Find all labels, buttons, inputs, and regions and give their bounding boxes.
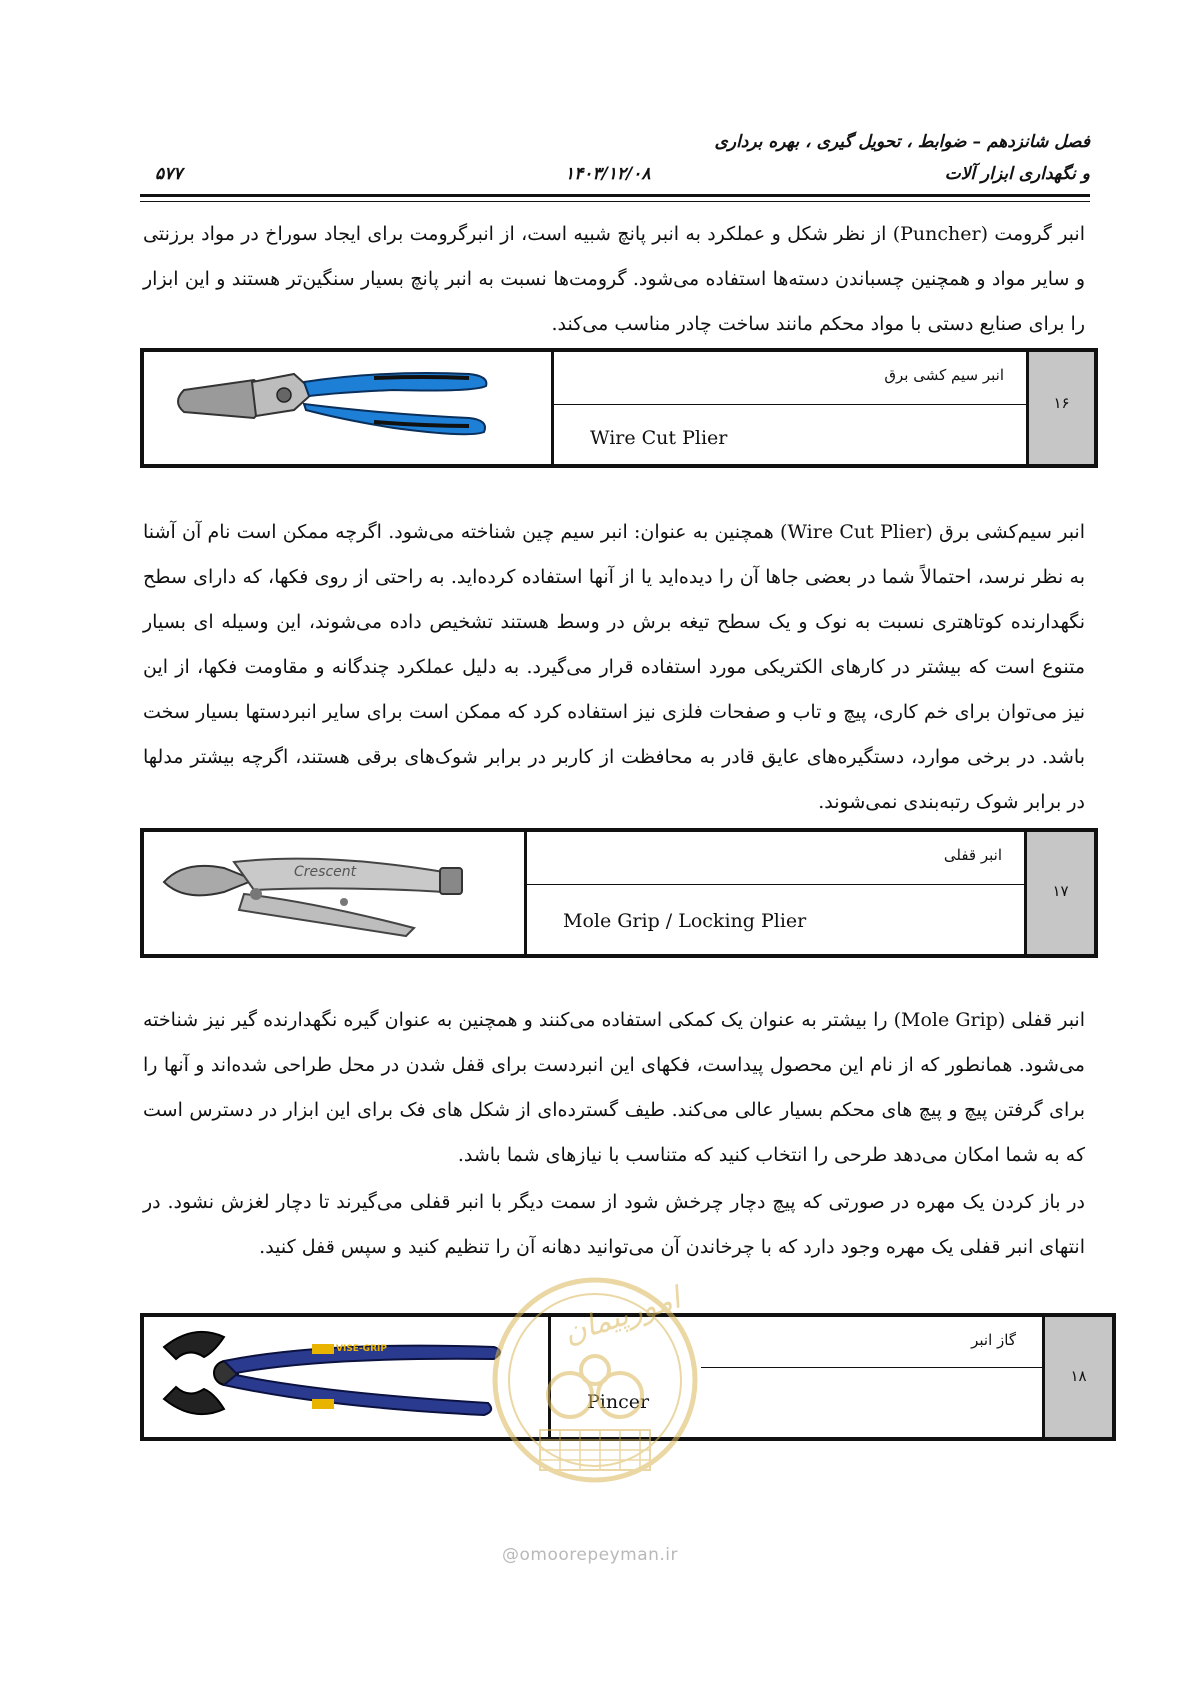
name-divider bbox=[554, 404, 1034, 405]
locking-plier-image bbox=[144, 832, 524, 954]
header-rule-thin bbox=[140, 201, 1090, 202]
paragraph-grommet-plier: انبر گرومت (Puncher) از نظر شکل و عملکرد به انبر پانچ شبیه است، از انبرگرومت برای ایجاد سوراخ در مواد برزنتی و سایر مواد و همچنین چسباندن دسته‌ها استفاده می‌شود. گرومت‌ها نسبت به انبر پانچ بسیار سنگین‌تر هستند و این ابزار را برای صنایع دستی با مواد محکم مانند ساخت چادر مناسب می‌کند. bbox=[143, 223, 1085, 335]
tool-name-cell bbox=[527, 832, 1032, 954]
tool-number: ۱۷ bbox=[1052, 882, 1069, 900]
tool-name-fa: انبر سیم کشی برق bbox=[884, 366, 1004, 384]
tool-number-cell bbox=[1024, 832, 1094, 954]
watermark-logo-text: امورپیمان bbox=[559, 1280, 685, 1352]
watermark-url: @omoorepeyman.ir bbox=[502, 1545, 679, 1565]
tool-number: ۱۸ bbox=[1070, 1367, 1087, 1385]
tool-name-cell bbox=[554, 352, 1034, 464]
tool-image-cell bbox=[144, 832, 527, 954]
tool-table-pincer bbox=[140, 1313, 1116, 1441]
svg-text:Crescent: Crescent bbox=[294, 864, 357, 880]
page-number: ۵۷۷ bbox=[155, 164, 183, 184]
name-divider bbox=[527, 884, 1032, 885]
tool-image-cell bbox=[144, 352, 554, 464]
paragraph-wire-cut-plier: انبر سیم‌کشی برق (Wire Cut Plier) همچنین به عنوان: انبر سیم چین شناخته می‌شود. اگرچه ممکن است نام آن آشنا به نظر نرسد، احتمالاً شما در بعضی جاها آن را دیده‌اید یا از آنها استفاده کرده‌اید. به راحتی از روی فکها، که دارای سطح نگهدارنده کوتاهتری نسبت به نوک و یک سطح تیغه برش در وسط هستند تشخیص داده می‌شوند، این وسیله ای بسیار متنوع است که بیشتر در کارهای الکتریکی مورد استفاده قرار می‌گیرد. به دلیل عملکرد چندگانه و مقاومت فکها، از این نیز می‌توان برای خم کاری، پیچ و تاب و صفحات فلزی نیز استفاده کرد که ممکن است برای سایر انبردستها بسیار سخت باشد. در برخی موارد، دستگیره‌های عایق قادر به محافظت از کاربر در برابر شوک‌های برقی هستند، اگرچه بیشتر مدلها در برابر شوک رتبه‌بندی نمی‌شوند. bbox=[143, 521, 1086, 813]
header-rule-thick bbox=[140, 194, 1090, 197]
tool-name-en: Pincer bbox=[587, 1391, 650, 1413]
chapter-subtitle: و نگهداری ابزار آلات bbox=[944, 164, 1090, 184]
tool-image-cell bbox=[144, 1317, 551, 1437]
tool-name-en: Wire Cut Plier bbox=[590, 427, 728, 449]
name-divider bbox=[701, 1367, 1046, 1368]
header-date: ۱۴۰۳/۱۲/۰۸ bbox=[565, 164, 651, 184]
tool-number-cell bbox=[1026, 352, 1094, 464]
tool-table-locking-plier bbox=[140, 828, 1098, 958]
chapter-title: فصل شانزدهم – ضوابط ، تحویل گیری ، بهره برداری bbox=[714, 132, 1090, 152]
page-header bbox=[140, 128, 1090, 208]
tool-name-en: Mole Grip / Locking Plier bbox=[563, 910, 807, 932]
wire-cut-plier-image bbox=[144, 352, 551, 464]
tool-name-cell bbox=[551, 1317, 1046, 1437]
tool-table-wire-cut-plier bbox=[140, 348, 1098, 468]
tool-name-fa: انبر قفلی bbox=[943, 846, 1002, 864]
pincer-image bbox=[144, 1317, 548, 1437]
paragraph-locking-plier-usage: در باز کردن یک مهره در صورتی که پیچ دچار چرخش شود از سمت دیگر با انبر قفلی می‌گیرند تا دچار لغزش نشود. در انتهای انبر قفلی یک مهره وجود دارد که با چرخاندن آن می‌توانید دهانه آن را تنظیم کنید و سپس قفل کنید. bbox=[143, 1191, 1085, 1258]
tool-number-cell bbox=[1042, 1317, 1112, 1437]
tool-name-fa: گاز انبر bbox=[971, 1331, 1016, 1349]
tool-number: ۱۶ bbox=[1053, 394, 1070, 412]
svg-text:VISE-GRIP: VISE-GRIP bbox=[336, 1344, 387, 1354]
paragraph-locking-plier: انبر قفلی (Mole Grip) را بیشتر به عنوان یک کمکی استفاده می‌کنند و همچنین به عنوان گیره نگهدارنده گیر نیز شناخته می‌شود. همانطور که از نام این محصول پیداست، فکهای این انبردست برای قفل شدن در محل طراحی شده‌اند و آنها را برای گرفتن پیچ و پیچ های محکم بسیار عالی می‌کند. طیف گسترده‌ای از شکل های فک برای این ابزار در دسترس است که به شما امکان می‌دهد طرحی را انتخاب کنید که متناسب با نیازهای شما باشد. bbox=[143, 1009, 1085, 1166]
